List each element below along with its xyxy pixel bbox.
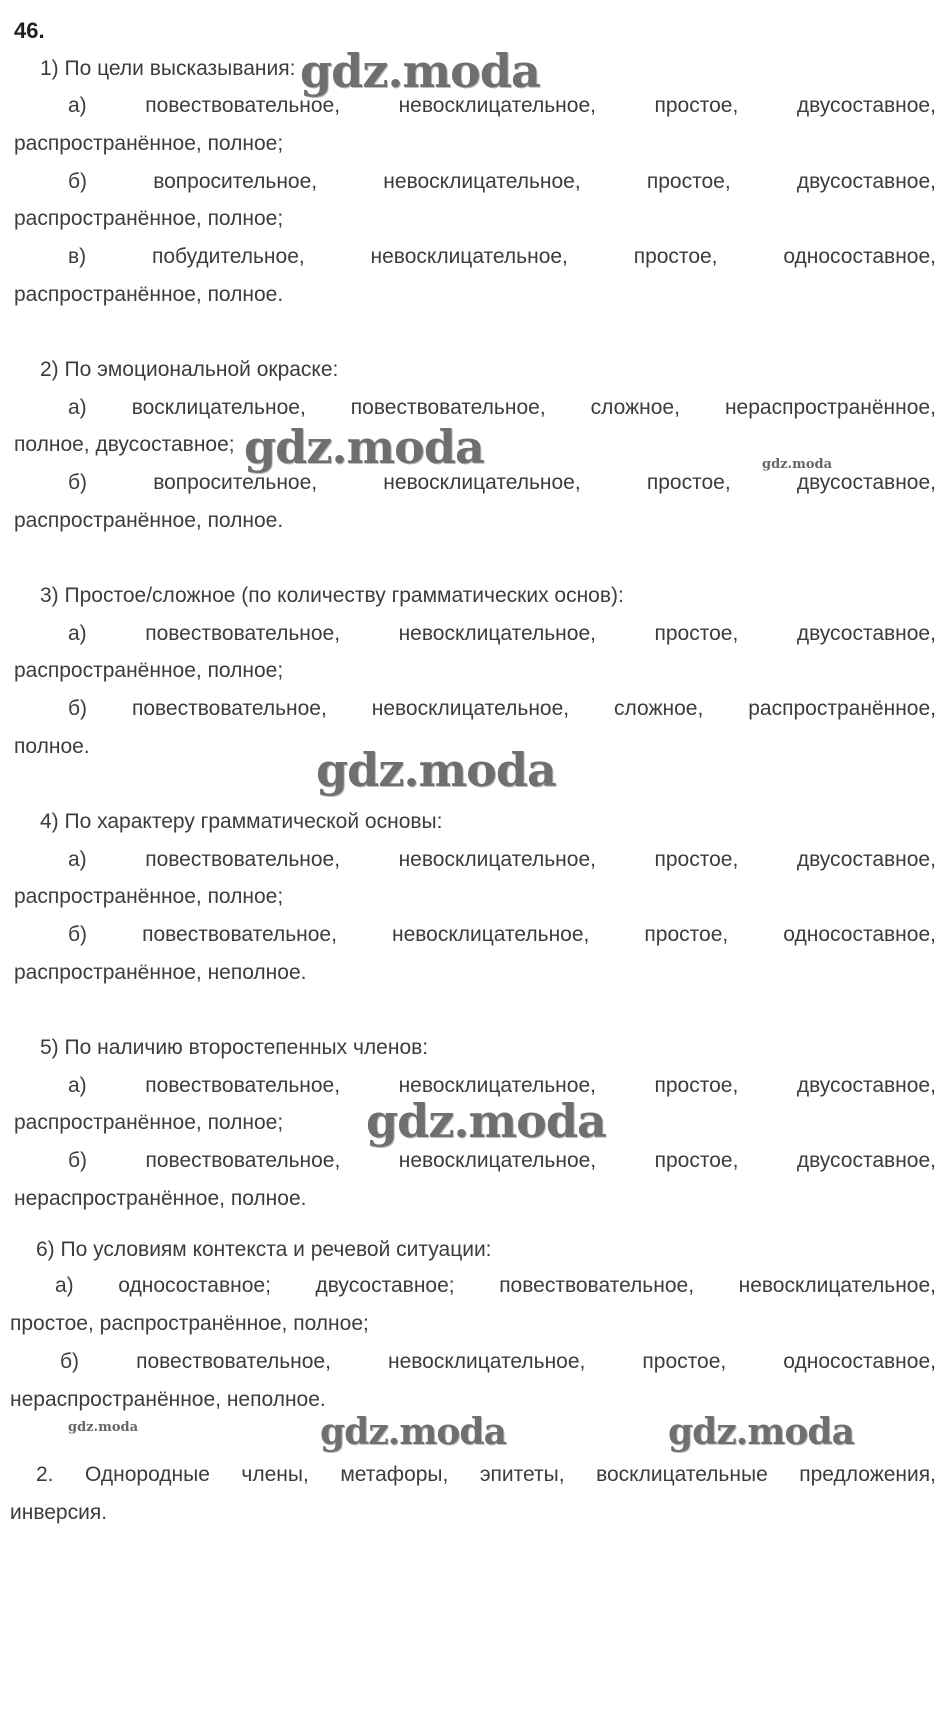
- section-2-item-a-line-2: полное, двусоставное;: [14, 433, 235, 456]
- exercise-number: 46.: [14, 18, 45, 43]
- section-1-item-b-line-1: б) вопросительное, невосклицательное, простое, двусоставное,: [68, 170, 936, 193]
- watermark-logo: gdz.moda: [366, 1094, 606, 1148]
- section-2-item-b-line-1: б) вопросительное, невосклицательное, простое, двусоставное,: [68, 471, 936, 494]
- task-2-line-1: 2. Однородные члены, метафоры, эпитеты, восклицательные предложения,: [36, 1463, 936, 1486]
- section-6-item-a-line-2: простое, распространённое, полное;: [10, 1312, 369, 1335]
- section-5-item-b-line-2: нераспространённое, полное.: [14, 1187, 307, 1210]
- watermark-logo: gdz.moda: [316, 743, 556, 797]
- section-2-item-b-line-2: распространённое, полное.: [14, 509, 284, 532]
- section-4-item-a-line-2: распространённое, полное;: [14, 885, 284, 908]
- section-3-item-b-line-1: б) повествовательное, невосклицательное, сложное, распространённое,: [68, 697, 936, 720]
- section-1-item-a-line-2: распространённое, полное;: [14, 132, 284, 155]
- section-4-item-a-line-1: а) повествовательное, невосклицательное, простое, двусоставное,: [68, 848, 936, 871]
- section-1-heading: 1) По цели высказывания:: [40, 57, 296, 80]
- section-2-item-a-line-1: а) восклицательное, повествовательное, сложное, нераспространённое,: [68, 396, 936, 419]
- watermark-logo: gdz.moda: [244, 420, 484, 474]
- watermark-logo: gdz.moda: [320, 1411, 506, 1453]
- section-4-heading: 4) По характеру грамматической основы:: [40, 810, 443, 833]
- section-1-item-c-line-1: в) побудительное, невосклицательное, простое, односоставное,: [68, 245, 936, 268]
- section-1-item-b-line-2: распространённое, полное;: [14, 207, 284, 230]
- section-4-item-b-line-2: распространённое, неполное.: [14, 961, 307, 984]
- watermark-logo: gdz.moda: [762, 457, 833, 472]
- section-6-heading: 6) По условиям контекста и речевой ситуации:: [36, 1238, 492, 1261]
- section-5-item-a-line-1: а) повествовательное, невосклицательное, простое, двусоставное,: [68, 1074, 936, 1097]
- section-5-item-b-line-1: б) повествовательное, невосклицательное, простое, двусоставное,: [68, 1149, 936, 1172]
- section-1-item-a-line-1: а) повествовательное, невосклицательное, простое, двусоставное,: [68, 94, 936, 117]
- section-3-item-b-line-2: полное.: [14, 735, 90, 758]
- section-1-item-c-line-2: распространённое, полное.: [14, 283, 284, 306]
- watermark-logo: gdz.moda: [68, 1420, 139, 1435]
- task-2-line-2: инверсия.: [10, 1501, 108, 1524]
- section-6-item-b-line-2: нераспространённое, неполное.: [10, 1388, 326, 1411]
- section-6-item-a-line-1: а) односоставное; двусоставное; повествовательное, невосклицательное,: [55, 1274, 936, 1297]
- section-5-heading: 5) По наличию второстепенных членов:: [40, 1036, 429, 1059]
- section-4-item-b-line-1: б) повествовательное, невосклицательное, простое, односоставное,: [68, 923, 936, 946]
- section-3-item-a-line-2: распространённое, полное;: [14, 659, 284, 682]
- section-3-item-a-line-1: а) повествовательное, невосклицательное, простое, двусоставное,: [68, 622, 936, 645]
- section-3-heading: 3) Простое/сложное (по количеству грамматических основ):: [40, 584, 624, 607]
- section-6-item-b-line-1: б) повествовательное, невосклицательное, простое, односоставное,: [60, 1350, 936, 1373]
- section-5-item-a-line-2: распространённое, полное;: [14, 1111, 284, 1134]
- watermark-logo: gdz.moda: [300, 44, 540, 98]
- section-2-heading: 2) По эмоциональной окраске:: [40, 358, 339, 381]
- watermark-logo: gdz.moda: [668, 1411, 854, 1453]
